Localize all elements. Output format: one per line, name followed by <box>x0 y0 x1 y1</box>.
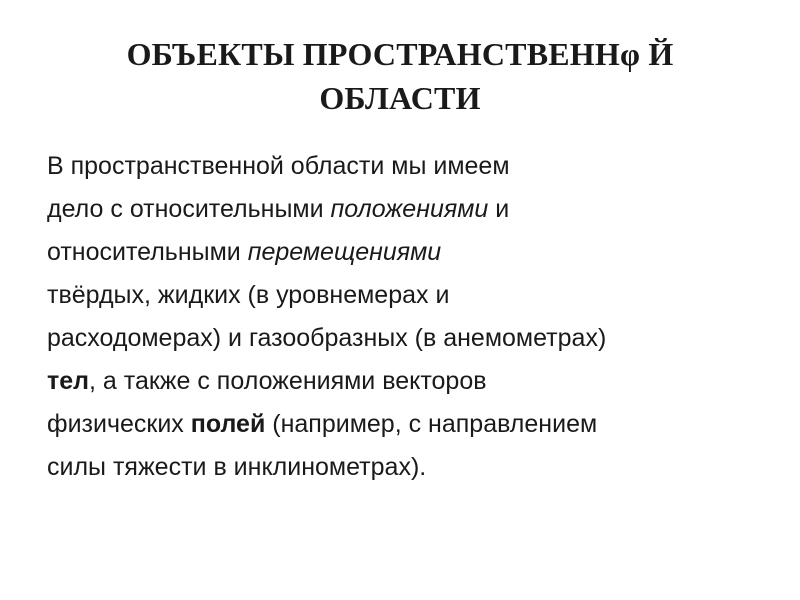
text: (например, с направлением <box>265 410 598 438</box>
italic-term-displacements: перемещениями <box>247 238 442 266</box>
body-line-3 <box>47 231 767 274</box>
text: силы тяжести в инклинометрах). <box>47 453 427 481</box>
body-line-6 <box>47 360 767 403</box>
slide-title-line-2: ОБЛАСТИ <box>319 80 481 116</box>
bold-term-bodies: тел <box>47 367 90 395</box>
body-line-8 <box>47 446 767 489</box>
text: и <box>488 195 510 223</box>
body-line-7 <box>47 403 767 446</box>
text: физических <box>47 410 191 438</box>
slide-body-paragraph <box>47 145 767 489</box>
slide-title <box>80 32 720 120</box>
body-line-1 <box>47 145 767 188</box>
body-line-4 <box>47 274 767 317</box>
text: твёрдых, жидких (в уровнемерах и <box>47 281 450 309</box>
text: , а также с положениями векторов <box>89 367 487 395</box>
body-line-2 <box>47 188 767 231</box>
text: относительными <box>47 238 248 266</box>
body-line-5 <box>47 317 767 360</box>
italic-term-positions: положениями <box>330 195 489 223</box>
slide-title-line-1: ОБЪЕКТЫ ПРОСТРАНСТВЕННφ Й <box>126 36 674 72</box>
text: В пространственной области мы имеем <box>47 152 510 180</box>
text: дело с относительными <box>47 195 331 223</box>
text: расходомерах) и газообразных (в анемометрах) <box>47 324 607 352</box>
bold-term-fields: полей <box>190 410 266 438</box>
